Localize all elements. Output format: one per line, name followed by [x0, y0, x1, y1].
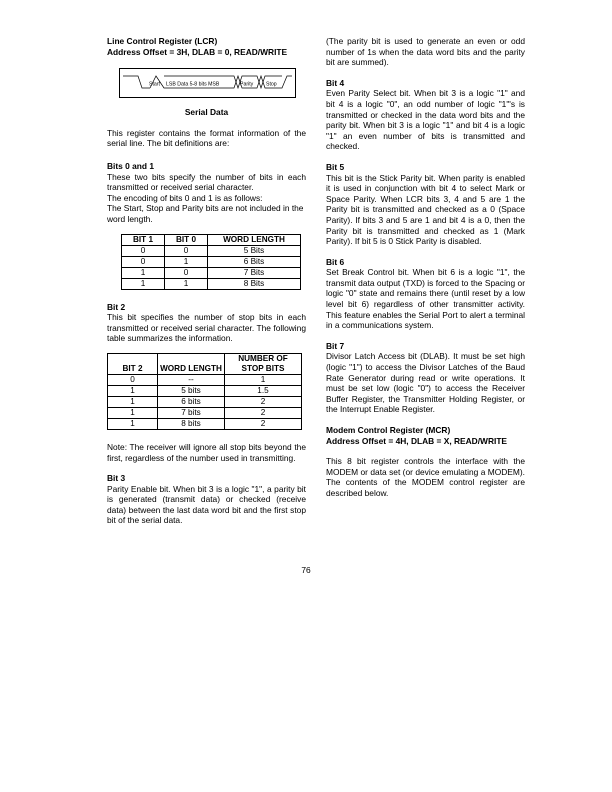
- bit5-text: This bit is the Stick Parity bit. When parity is enabled it is used in conjunction with bit 4 to select Mark or Space Parity. When LCR bits 3, 4 and 5 are 1 the Parity bit is transmitted and checked as a 0 (Space Parity). If bits 3 and 5 are 1 and bit 4 is a 0, then the Parity bit is transmitted and checked as 1 (Mark Parity). If bit 5 is 0 Stick Parity is disabled.: [326, 172, 525, 247]
- bits01-heading: Bits 0 and 1: [107, 160, 155, 171]
- table-cell: 0: [165, 245, 208, 256]
- table-cell: --: [158, 374, 225, 385]
- table-cell: 0: [108, 374, 158, 385]
- table-cell: 1: [108, 396, 158, 407]
- table-header: BIT 2: [108, 353, 158, 374]
- bit2-text: This bit specifies the number of stop bits in each transmitted or received serial character. The following table summarizes the information.: [107, 312, 306, 344]
- table-header: WORD LENGTH: [158, 353, 225, 374]
- table-row: [108, 407, 302, 418]
- data-bits-label: LSB Data 5-8 bits MSB: [166, 81, 220, 88]
- table-cell: 0: [122, 245, 165, 256]
- lcr-title: Line Control Register (LCR): [107, 36, 218, 46]
- table-cell: 5 bits: [158, 385, 225, 396]
- bit5-heading: Bit 5: [326, 161, 345, 172]
- table-cell: 6 bits: [158, 396, 225, 407]
- table-header-row: [122, 234, 301, 245]
- bit4-heading: Bit 4: [326, 77, 345, 88]
- bits01-text-2: The encoding of bits 0 and 1 is as follows:: [107, 192, 263, 203]
- table-header: BIT 1: [122, 234, 165, 245]
- word-length-table: [121, 234, 301, 290]
- bit7-heading: Bit 7: [326, 340, 345, 351]
- table-row: [122, 245, 301, 256]
- mcr-address-offset: Address Offset = 4H, DLAB = X, READ/WRITE: [326, 435, 508, 446]
- bit6-heading: Bit 6: [326, 256, 345, 267]
- table-cell: 1: [165, 278, 208, 289]
- bit6-text: Set Break Control bit. When bit 6 is a logic "1", the transmit data output (TXD) is forced to the Spacing or logic "0" state and remains there (until reset by a low level bit 6) regardless of other transmitter activity. This feature enables the Serial Port to alert a terminal in a communications system.: [326, 267, 525, 331]
- table-cell: 7 bits: [158, 407, 225, 418]
- table-cell: 6 Bits: [208, 256, 301, 267]
- table-cell: 7 Bits: [208, 267, 301, 278]
- serial-data-waveform: [120, 69, 295, 97]
- bit3-text: Parity Enable bit. When bit 3 is a logic "1", a parity bit is generated (transmit data) or checked (receive data) between the last data word bit and the first stop bit of the serial data.: [107, 483, 306, 526]
- table-cell: 8 Bits: [208, 278, 301, 289]
- table-cell: 1: [108, 407, 158, 418]
- serial-data-diagram: [119, 68, 296, 98]
- bit2-heading: Bit 2: [107, 301, 126, 312]
- bits01-text-3: The Start, Stop and Parity bits are not included in the word length.: [107, 203, 304, 224]
- table-header: WORD LENGTH: [208, 234, 301, 245]
- bit7-text: Divisor Latch Access bit (DLAB). It must be set high (logic "1") to access the Divisor Latches of the Baud Rate Generator during read or write operations. It must be set low (logic "0") to access the Receiver Buffer Register, the Transmitter Holding Register, or the Interrupt Enable Register.: [326, 351, 525, 415]
- stop-label: Stop: [266, 81, 277, 88]
- left-column: [107, 36, 306, 526]
- right-column: [326, 36, 525, 499]
- table-cell: 1: [165, 256, 208, 267]
- parity-label: Parity: [240, 81, 254, 88]
- table-cell: 2: [225, 407, 302, 418]
- table-row: [122, 256, 301, 267]
- mcr-text: This 8 bit register controls the interface with the MODEM or data set (or device emulating a MODEM). The contents of the MODEM control register are described below.: [326, 456, 525, 498]
- table-row: [108, 418, 302, 429]
- table-cell: 1: [108, 385, 158, 396]
- table-cell: 1: [108, 418, 158, 429]
- table-cell: 2: [225, 418, 302, 429]
- diagram-caption: Serial Data: [184, 107, 229, 118]
- table-cell: 1: [122, 278, 165, 289]
- start-label: Start: [149, 81, 160, 88]
- table-row: [122, 267, 301, 278]
- table-cell: 5 Bits: [208, 245, 301, 256]
- table-cell: 1: [122, 267, 165, 278]
- table-header-row: [108, 353, 302, 374]
- lcr-address-offset: Address Offset = 3H, DLAB = 0, READ/WRITE: [107, 46, 288, 57]
- table-header: NUMBER OF STOP BITS: [225, 353, 302, 374]
- table-row: [108, 374, 302, 385]
- table-cell: 8 bits: [158, 418, 225, 429]
- lcr-intro: This register contains the format information of the serial line. The bit definitions are:: [107, 127, 306, 149]
- bit4-text: Even Parity Select bit. When bit 3 is a logic "1" and bit 4 is a logic "0", an odd number of logic "1"'s is transmitted or checked in the data word bits and the parity bit. When bit 3 is a logic "1" and bit 4 is a logic "1" an even number of bits is transmitted and checked.: [326, 88, 525, 152]
- page-number: 76: [301, 565, 311, 575]
- table-row: [108, 396, 302, 407]
- table-cell: 2: [225, 396, 302, 407]
- table-row: [108, 385, 302, 396]
- receiver-note: Note: The receiver will ignore all stop bits beyond the first, regardless of the number used in transmitting.: [107, 441, 306, 463]
- table-cell: 1: [225, 374, 302, 385]
- bit3-continuation: (The parity bit is used to generate an even or odd number of 1s when the data word bits and the parity bit are summed).: [326, 36, 525, 68]
- table-cell: 0: [122, 256, 165, 267]
- stop-bits-table: [107, 353, 302, 430]
- table-row: [122, 278, 301, 289]
- table-header: BIT 0: [165, 234, 208, 245]
- bits01-text-1: These two bits specify the number of bits in each transmitted or received serial character.: [107, 171, 306, 193]
- bit3-heading: Bit 3: [107, 473, 126, 484]
- mcr-title: Modem Control Register (MCR): [326, 425, 451, 435]
- table-cell: 1.5: [225, 385, 302, 396]
- table-cell: 0: [165, 267, 208, 278]
